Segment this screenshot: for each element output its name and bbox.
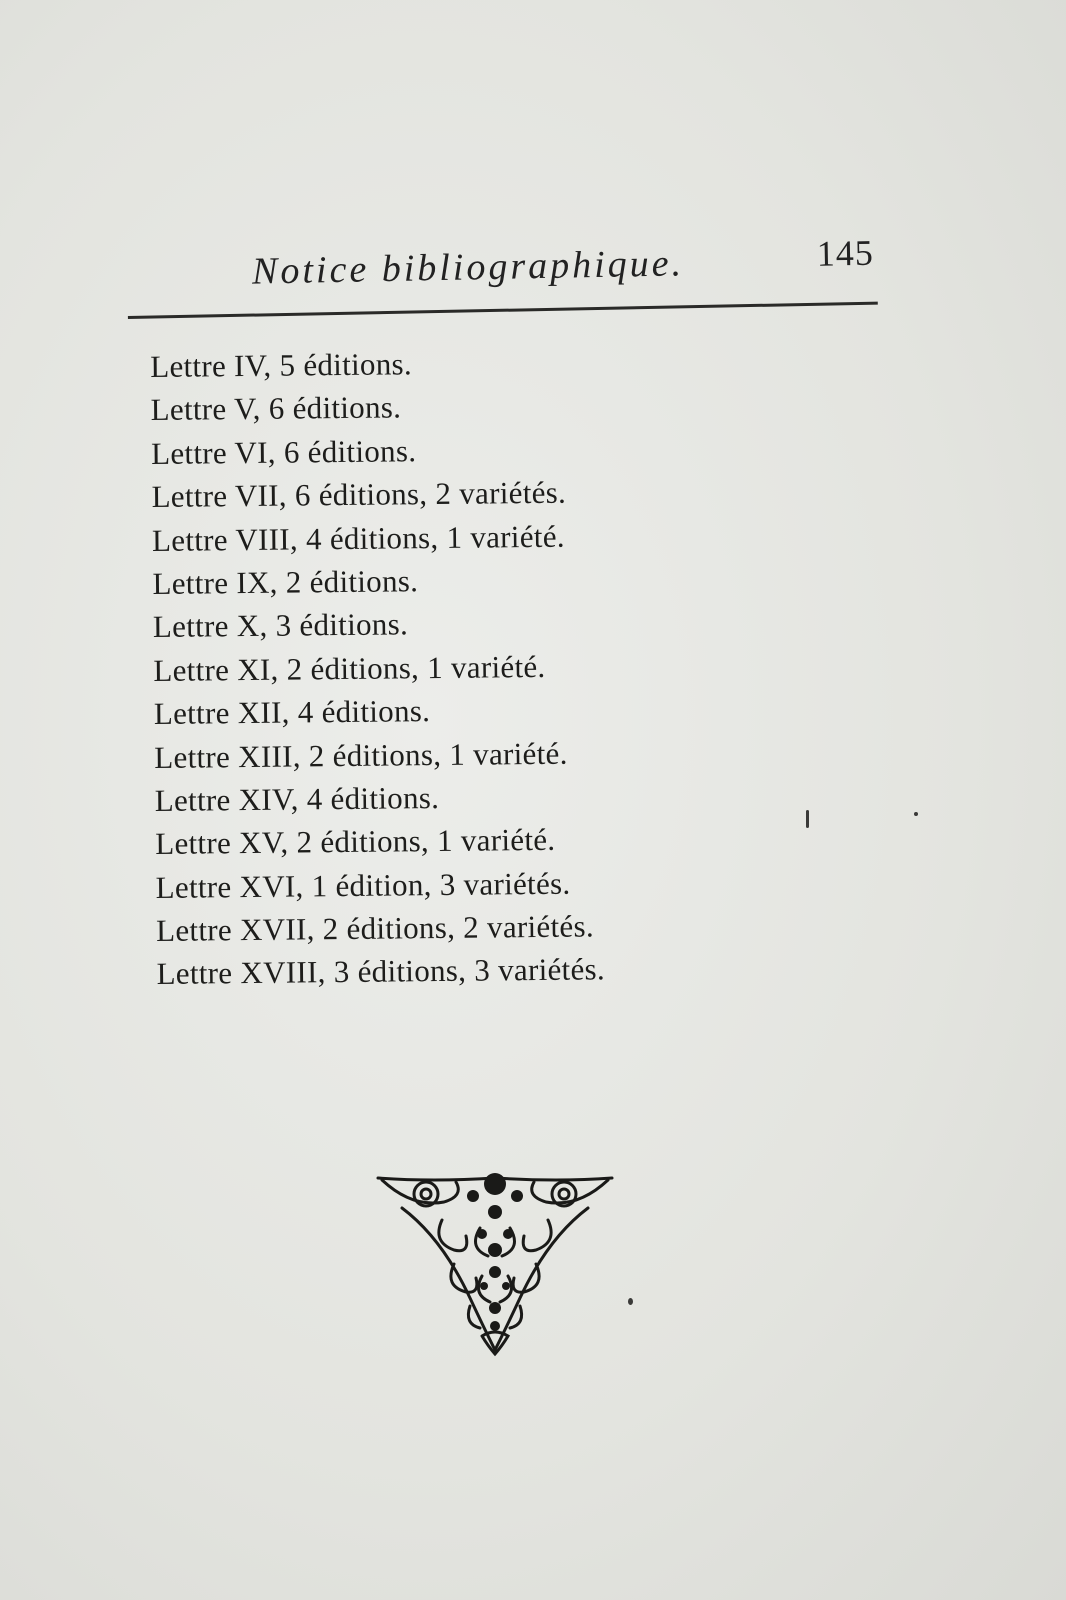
page-header: [126, 218, 878, 322]
paper-speck: [914, 812, 918, 816]
entry-list: [150, 339, 777, 996]
list-item: Lettre IX, 2 éditions.: [152, 563, 419, 601]
list-item: Lettre XV, 2 éditions, 1 variété.: [155, 822, 556, 862]
cul-de-lampe-ornament-icon: [372, 1168, 618, 1358]
list-item: Lettre XIV, 4 éditions.: [154, 779, 440, 818]
header-rule: [128, 302, 878, 319]
list-item: Lettre XI, 2 éditions, 1 variété.: [153, 648, 546, 688]
list-item: Lettre VI, 6 éditions.: [150, 432, 417, 471]
list-item: Lettre V, 6 éditions.: [150, 389, 402, 428]
list-item: Lettre VIII, 4 éditions, 1 variété.: [151, 518, 566, 558]
list-item: Lettre X, 3 éditions.: [152, 606, 409, 645]
paper-speck: [806, 810, 809, 828]
list-item: Lettre XVIII, 3 éditions, 3 variétés.: [156, 951, 606, 992]
list-item: Lettre VII, 6 éditions, 2 variétés.: [151, 474, 567, 515]
list-item: Lettre XVI, 1 édition, 3 variétés.: [155, 865, 571, 905]
paper-speck: [628, 1298, 633, 1305]
list-item: Lettre XVII, 2 éditions, 2 variétés.: [155, 908, 595, 949]
list-item: Lettre XII, 4 éditions.: [153, 693, 431, 732]
list-item: Lettre XIII, 2 éditions, 1 variété.: [154, 735, 568, 775]
list-item: Lettre IV, 5 éditions.: [150, 346, 413, 384]
running-title: Notice bibliographique.: [251, 242, 685, 293]
page-number: 145: [816, 232, 875, 274]
